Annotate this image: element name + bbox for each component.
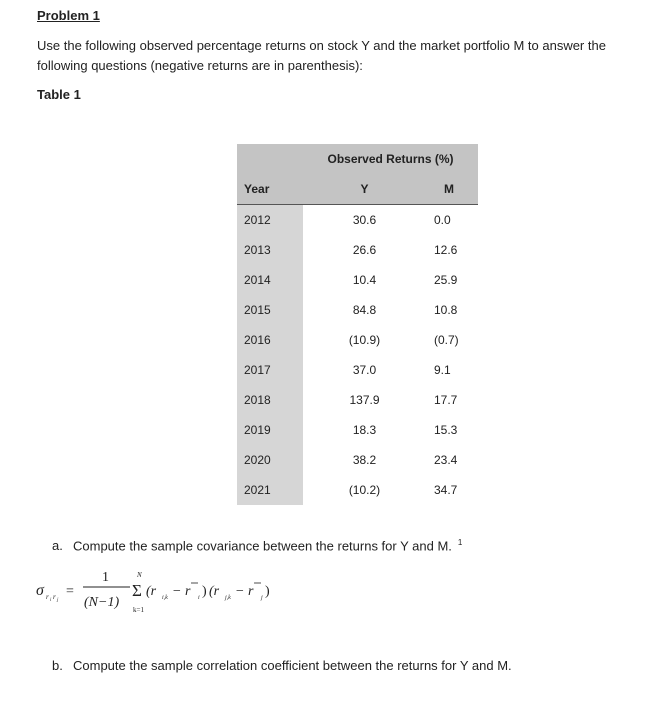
header-blank-cell xyxy=(237,144,303,174)
cell-m: 0.0 xyxy=(434,213,451,227)
term2-close: ) xyxy=(265,584,270,599)
question-b-letter: b. xyxy=(52,658,63,673)
cell-y: 84.8 xyxy=(352,303,377,317)
formula-sigma: σ xyxy=(36,582,44,599)
question-a-letter: a. xyxy=(52,538,63,554)
term1-open: (r xyxy=(146,584,157,599)
cell-year: 2014 xyxy=(237,265,303,295)
sum-sign: Σ xyxy=(132,581,142,600)
col-header-y: Y xyxy=(303,174,426,205)
cell-y: (10.2) xyxy=(348,483,381,497)
term2-mean-sub: j xyxy=(261,595,263,601)
cell-m: 10.8 xyxy=(434,303,458,317)
returns-table xyxy=(237,144,478,505)
table-row xyxy=(237,265,478,295)
cell-y: 137.9 xyxy=(349,393,380,407)
term1-mean-sub: i xyxy=(198,595,200,601)
table-row xyxy=(237,355,478,385)
cell-year: 2018 xyxy=(237,385,303,415)
table-row xyxy=(237,235,478,265)
cell-m: 34.7 xyxy=(434,483,458,497)
table-row xyxy=(237,475,478,505)
formula-sigma-sub-i: i xyxy=(50,598,52,603)
sum-lower-limit: k=1 xyxy=(133,606,144,614)
cell-m: 23.4 xyxy=(434,453,458,467)
question-a xyxy=(52,538,462,553)
group-header: Observed Returns (%) xyxy=(303,144,478,174)
formula-equals: = xyxy=(66,584,74,599)
term2-open: (r xyxy=(209,584,220,599)
cell-y: 26.6 xyxy=(352,243,377,257)
formula-sigma-sub-r1: r xyxy=(46,593,49,601)
formula-sigma-sub-r2: r xyxy=(53,593,56,601)
term2-mean: − r xyxy=(235,584,254,599)
cell-y: (10.9) xyxy=(348,333,381,347)
covariance-formula xyxy=(36,563,276,619)
cell-year: 2021 xyxy=(237,475,303,505)
term1-mean: − r xyxy=(172,584,191,599)
footnote-marker: 1 xyxy=(457,538,463,547)
col-header-year: Year xyxy=(237,174,303,205)
cell-y: 30.6 xyxy=(352,213,377,227)
cell-m: (0.7) xyxy=(434,333,459,347)
term1-sub: i,k xyxy=(162,595,168,601)
cell-m: 17.7 xyxy=(434,393,458,407)
table-row xyxy=(237,445,478,475)
cell-y: 10.4 xyxy=(352,273,377,287)
col-header-m: M xyxy=(426,174,478,205)
problem-title: Problem 1 xyxy=(37,8,100,23)
cell-year: 2016 xyxy=(237,325,303,355)
cell-m: 15.3 xyxy=(434,423,458,437)
cell-y: 37.0 xyxy=(352,363,377,377)
cell-year: 2015 xyxy=(237,295,303,325)
term1-close: ) xyxy=(202,584,207,599)
question-b-text: Compute the sample correlation coefficient between the returns for Y and M. xyxy=(73,658,512,673)
cell-year: 2017 xyxy=(237,355,303,385)
cell-year: 2013 xyxy=(237,235,303,265)
table-label: Table 1 xyxy=(37,87,81,102)
question-b xyxy=(52,658,512,673)
table-row xyxy=(237,325,478,355)
cell-m: 25.9 xyxy=(434,273,458,287)
sum-upper-limit: N xyxy=(137,571,142,579)
table-column-header-row xyxy=(237,174,478,205)
cell-y: 38.2 xyxy=(352,453,377,467)
cell-year: 2019 xyxy=(237,415,303,445)
formula-sigma-sub-j: j xyxy=(57,598,59,603)
problem-intro: Use the following observed percentage returns on stock Y and the market portfolio M to answer the following questions (negative returns are in parenthesis): xyxy=(37,38,606,73)
table-row xyxy=(237,385,478,415)
term2-sub: j,k xyxy=(225,595,231,601)
table-group-header-row xyxy=(237,144,478,174)
question-a-text: Compute the sample covariance between the returns for Y and M. xyxy=(73,538,452,554)
cell-m: 12.6 xyxy=(434,243,458,257)
formula-numerator: 1 xyxy=(102,570,109,585)
table-row xyxy=(237,205,478,236)
cell-year: 2012 xyxy=(237,205,303,236)
cell-m: 9.1 xyxy=(434,363,451,377)
formula-denominator: (N−1) xyxy=(84,595,120,610)
cell-year: 2020 xyxy=(237,445,303,475)
table-row xyxy=(237,295,478,325)
cell-y: 18.3 xyxy=(352,423,377,437)
table-row xyxy=(237,415,478,445)
